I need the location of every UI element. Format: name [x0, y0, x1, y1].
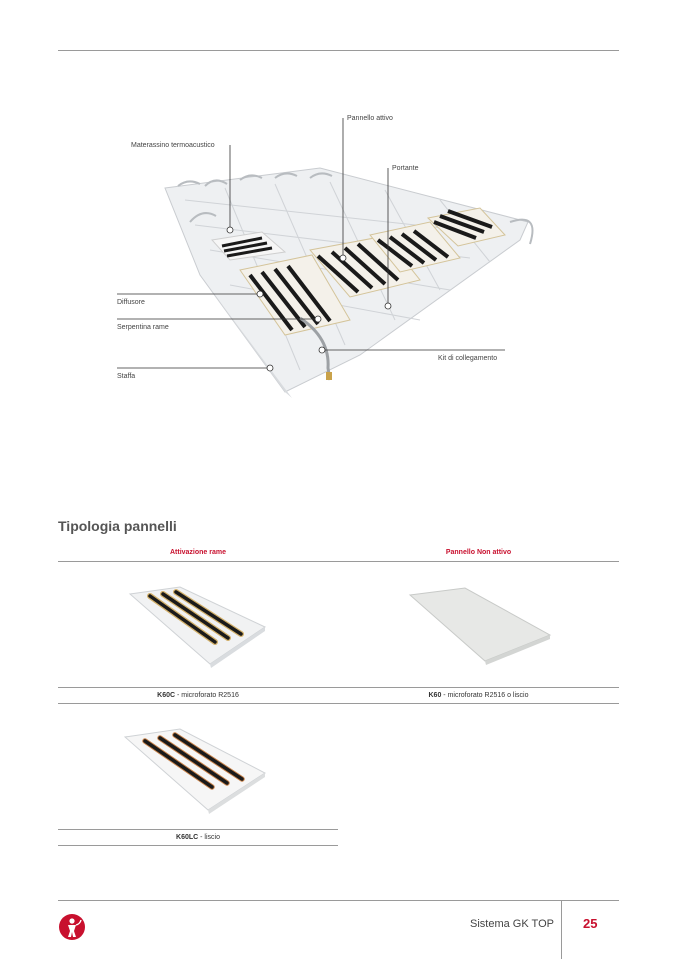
row1-rule-top: [58, 687, 619, 688]
row2-rule-top: [58, 829, 338, 830]
col-head-attivazione: Attivazione rame: [169, 549, 227, 556]
label-kit: Kit di collegamento: [438, 355, 498, 362]
label-staffa: Staffa: [117, 373, 136, 380]
caption-k60c: K60C - microforato R2516: [157, 692, 239, 699]
panel-k60lc-image: [120, 725, 270, 815]
table-head-rule: [58, 561, 619, 562]
label-pannello-attivo: Pannello attivo: [347, 115, 393, 122]
footer-rule: [58, 900, 619, 901]
label-serpentina: Serpentina rame: [117, 324, 169, 331]
section-title: Tipologia pannelli: [58, 518, 177, 534]
panel-k60c-image: [125, 582, 270, 672]
label-materassino: Materassino termoacustico: [131, 142, 215, 149]
col-head-non-attivo: Pannello Non attivo: [445, 549, 512, 556]
caption-k60lc: K60LC - liscio: [176, 834, 220, 841]
caption-k60: K60 - microforato R2516 o liscio: [428, 692, 529, 699]
label-diffusore: Diffusore: [117, 299, 145, 306]
ceiling-system-diagram: [0, 0, 678, 420]
page-number: 25: [583, 916, 598, 931]
label-portante: Portante: [392, 165, 419, 172]
footer-divider: [561, 900, 562, 959]
footer-title: Sistema GK TOP: [470, 918, 554, 930]
brand-logo-icon: [58, 913, 86, 941]
row1-rule-bottom: [58, 703, 619, 704]
panel-k60-image: [405, 585, 555, 665]
row2-rule-bottom: [58, 845, 338, 846]
